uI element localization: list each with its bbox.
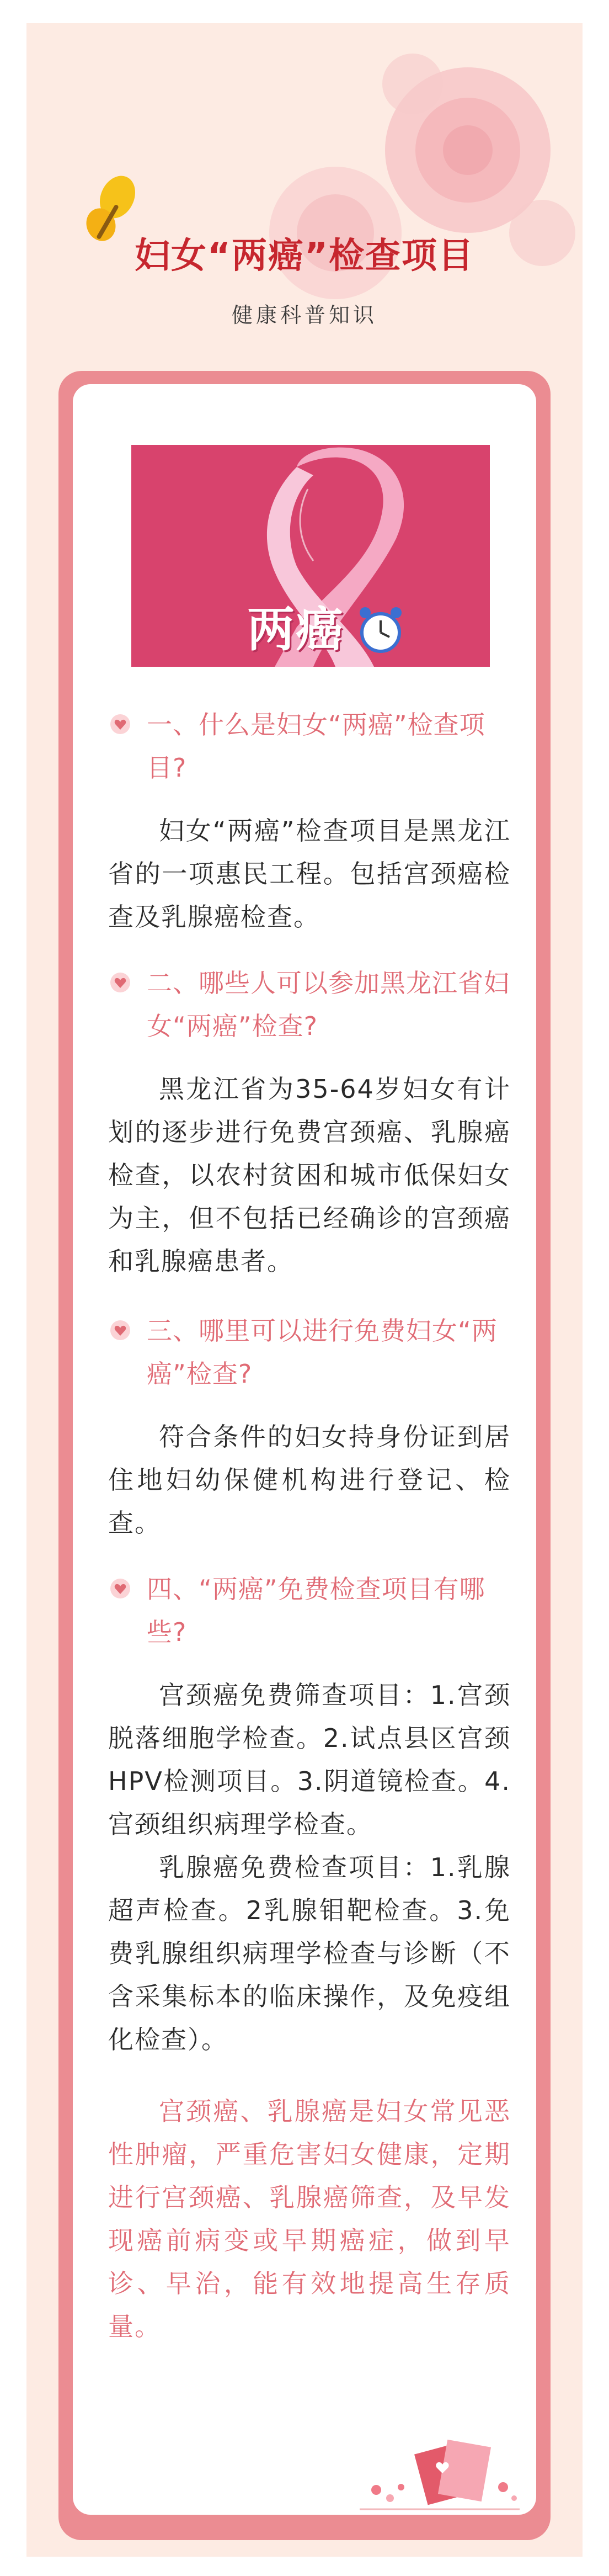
closing-section xyxy=(108,2090,511,2348)
section-what-is xyxy=(108,703,511,938)
article-page xyxy=(26,23,583,2557)
section-who-can xyxy=(108,962,511,1283)
content-card xyxy=(73,384,536,2515)
content-frame xyxy=(58,371,551,2540)
section-where xyxy=(108,1309,511,1544)
heart-icon xyxy=(109,1579,131,1598)
banner-text: 两癌 xyxy=(247,602,344,657)
section-heading: 二、哪些人可以参加黑龙江省妇女“两癌”检查? xyxy=(108,962,511,1048)
section-heading: 一、什么是妇女“两癌”检查项目? xyxy=(108,703,511,789)
heart-icon xyxy=(109,1320,131,1340)
section-paragraph: 符合条件的妇女持身份证到居住地妇幼保健机构进行登记、检查。 xyxy=(108,1422,511,1538)
heart-icon xyxy=(109,973,131,992)
section-heading: 三、哪里可以进行免费妇女“两癌”检查? xyxy=(108,1309,511,1395)
section-heading: 四、“两癌”免费检查项目有哪些? xyxy=(108,1568,511,1654)
alarm-clock-icon xyxy=(357,605,404,655)
closing-paragraph: 宫颈癌、乳腺癌是妇女常见恶性肿瘤，严重危害妇女健康，定期进行宫颈癌、乳腺癌筛查，及早发现癌前病变或早期癌症，做到早诊、早治，能有效地提高生存质量。 xyxy=(108,2096,511,2341)
section-items xyxy=(108,1568,511,2061)
section-paragraph: 宫颈癌免费筛查项目：1.宫颈脱落细胞学检查。2.试点县区宫颈HPV检测项目。3.阴道镜检查。4.宫颈组织病理学检查。 xyxy=(108,1680,511,1839)
banner-image xyxy=(131,445,490,667)
flower-envelope-decoration-icon xyxy=(360,2437,520,2515)
page-title: 妇女“两癌”检查项目 xyxy=(134,236,475,277)
section-paragraph: 乳腺癌免费检查项目：1.乳腺超声检查。2乳腺钼靶检查。3.免费乳腺组织病理学检查与诊断（不含采集标本的临床操作，及免疫组化检查）。 xyxy=(108,1852,511,2054)
section-paragraph: 黑龙江省为35-64岁妇女有计划的逐步进行免费宫颈癌、乳腺癌检查，以农村贫困和城市低保妇女为主，但不包括已经确诊的宫颈癌和乳腺癌患者。 xyxy=(108,1074,511,1276)
page-subtitle: 健康科普知识 xyxy=(231,303,377,327)
section-paragraph: 妇女“两癌”检查项目是黑龙江省的一项惠民工程。包括宫颈癌检查及乳腺癌检查。 xyxy=(108,816,511,932)
heart-icon xyxy=(109,714,131,734)
